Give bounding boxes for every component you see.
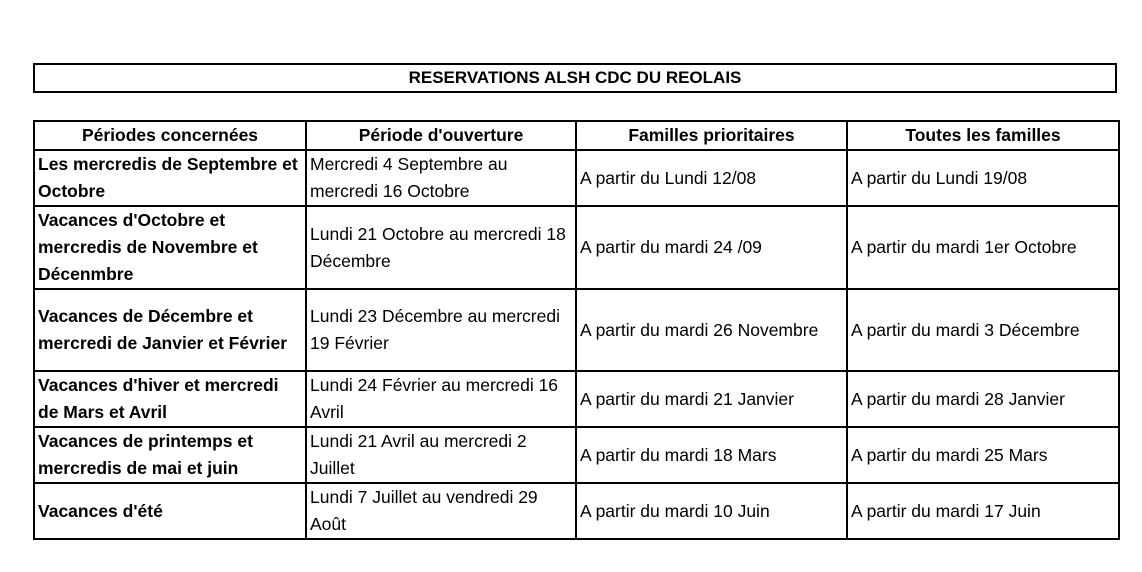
cell-ouverture: Lundi 24 Février au mercredi 16 Avril: [306, 371, 576, 427]
cell-prioritaires: A partir du mardi 21 Janvier: [576, 371, 847, 427]
cell-ouverture: Lundi 21 Avril au mercredi 2 Juillet: [306, 427, 576, 483]
cell-toutes: A partir du mardi 3 Décembre: [847, 289, 1119, 371]
cell-periode: Les mercredis de Septembre et Octobre: [34, 150, 306, 206]
table-row: [34, 289, 1119, 371]
cell-ouverture: Lundi 23 Décembre au mercredi 19 Février: [306, 289, 576, 371]
table-row: [34, 427, 1119, 483]
table-row: [34, 206, 1119, 289]
cell-ouverture: Mercredi 4 Septembre au mercredi 16 Octobre: [306, 150, 576, 206]
document-title: RESERVATIONS ALSH CDC DU REOLAIS: [33, 63, 1117, 93]
table-row: [34, 483, 1119, 539]
cell-periode: Vacances d'hiver et mercredi de Mars et Avril: [34, 371, 306, 427]
cell-prioritaires: A partir du mardi 26 Novembre: [576, 289, 847, 371]
cell-periode: Vacances de printemps et mercredis de mai et juin: [34, 427, 306, 483]
header-toutes-familles: Toutes les familles: [847, 121, 1119, 150]
cell-periode: Vacances de Décembre et mercredi de Janvier et Février: [34, 289, 306, 371]
cell-prioritaires: A partir du mardi 18 Mars: [576, 427, 847, 483]
cell-ouverture: Lundi 21 Octobre au mercredi 18 Décembre: [306, 206, 576, 289]
cell-ouverture: Lundi 7 Juillet au vendredi 29 Août: [306, 483, 576, 539]
cell-periode: Vacances d'été: [34, 483, 306, 539]
header-periodes-concernees: Périodes concernées: [34, 121, 306, 150]
cell-toutes: A partir du mardi 17 Juin: [847, 483, 1119, 539]
cell-prioritaires: A partir du Lundi 12/08: [576, 150, 847, 206]
cell-prioritaires: A partir du mardi 24 /09: [576, 206, 847, 289]
cell-toutes: A partir du mardi 25 Mars: [847, 427, 1119, 483]
table-row: [34, 371, 1119, 427]
reservations-table: [33, 120, 1120, 540]
cell-toutes: A partir du Lundi 19/08: [847, 150, 1119, 206]
cell-toutes: A partir du mardi 1er Octobre: [847, 206, 1119, 289]
header-periode-ouverture: Période d'ouverture: [306, 121, 576, 150]
table-header-row: [34, 121, 1119, 150]
cell-periode: Vacances d'Octobre et mercredis de Novembre et Décenmbre: [34, 206, 306, 289]
cell-toutes: A partir du mardi 28 Janvier: [847, 371, 1119, 427]
cell-prioritaires: A partir du mardi 10 Juin: [576, 483, 847, 539]
header-familles-prioritaires: Familles prioritaires: [576, 121, 847, 150]
table-row: [34, 150, 1119, 206]
